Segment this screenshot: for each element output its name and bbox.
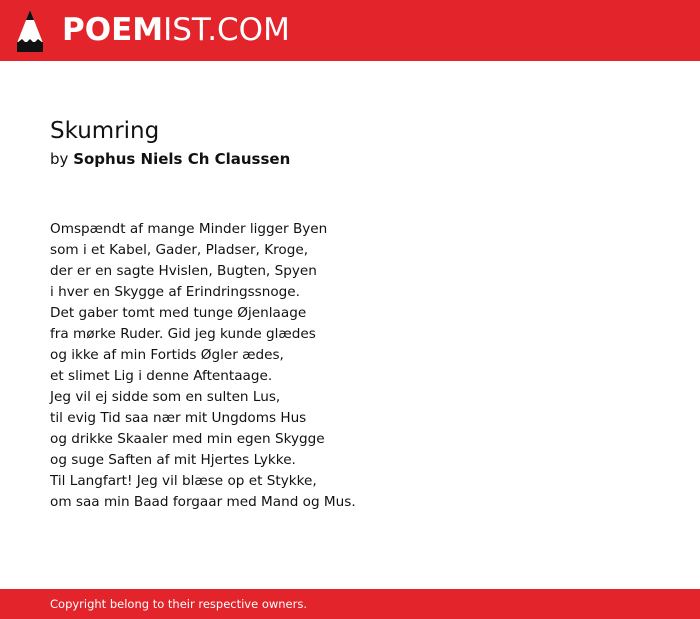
poem-line: til evig Tid saa nær mit Ungdoms Hus (50, 410, 307, 426)
logo-bold-text: POEM (62, 12, 164, 48)
logo-light-text: IST.COM (163, 12, 290, 48)
poem-line: Jeg vil ej sidde som en sulten Lus, (50, 389, 281, 405)
site-footer (0, 589, 700, 619)
poem-line: og suge Saften af mit Hjertes Lykke. (50, 452, 296, 468)
poem-line: der er en sagte Hvislen, Bugten, Spyen (50, 263, 317, 279)
poem-line: Omspændt af mange Minder ligger Byen (50, 221, 328, 237)
poem-author: Sophus Niels Ch Claussen (73, 150, 291, 168)
poem-line: fra mørke Ruder. Gid jeg kunde glædes (50, 326, 316, 342)
poem-body (50, 219, 356, 513)
poem-line: i hver en Skygge af Erindringssnoge. (50, 284, 300, 300)
site-header (0, 0, 700, 61)
poem-line: et slimet Lig i denne Aftentaage. (50, 368, 273, 384)
copyright-text: Copyright belong to their respective owners. (50, 597, 308, 611)
poem-title: Skumring (50, 118, 160, 144)
by-label: by (50, 150, 69, 168)
byline (50, 148, 290, 170)
poem-line: og ikke af min Fortids Øgler ædes, (50, 347, 284, 363)
poem-line: Det gaber tomt med tunge Øjenlaage (50, 305, 307, 321)
poem-line: som i et Kabel, Gader, Pladser, Kroge, (50, 242, 309, 258)
poem-line: Til Langfart! Jeg vil blæse op et Stykke, (50, 473, 317, 489)
poem-line: og drikke Skaaler med min egen Skygge (50, 431, 325, 447)
site-logo-link[interactable] (62, 12, 290, 48)
pencil-icon[interactable] (16, 9, 44, 53)
poem-line: om saa min Baad forgaar med Mand og Mus. (50, 494, 356, 510)
